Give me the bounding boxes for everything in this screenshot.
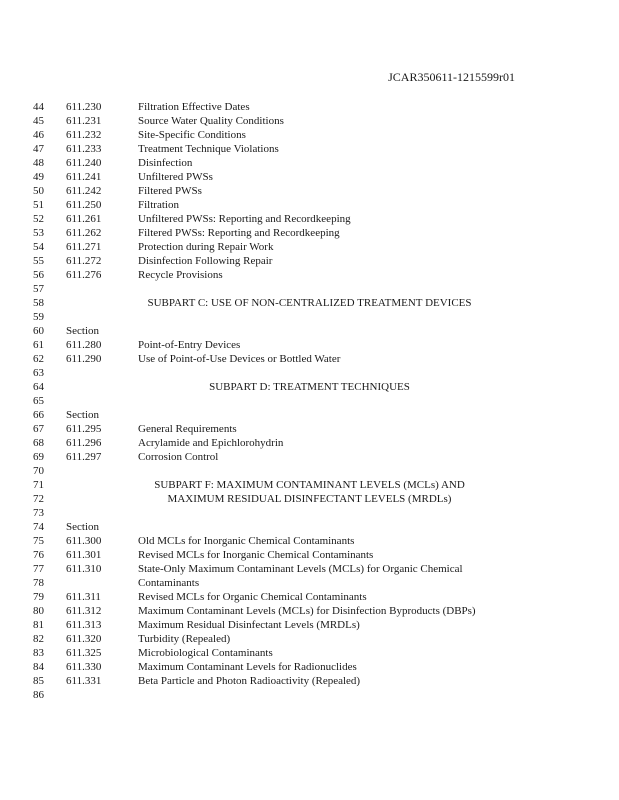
line-number: 79 [33, 591, 44, 603]
section-title: State-Only Maximum Contaminant Levels (MCLs) for Organic Chemical [138, 563, 463, 575]
line-number: 84 [33, 661, 44, 673]
document-line [0, 688, 619, 702]
line-number: 54 [33, 241, 44, 253]
section-title: Unfiltered PWSs [138, 171, 213, 183]
section-number: 611.312 [66, 605, 102, 617]
document-line [0, 240, 619, 254]
document-line [0, 478, 619, 492]
line-number: 78 [33, 577, 44, 589]
line-number: 83 [33, 647, 44, 659]
section-title: Filtration [138, 199, 179, 211]
line-number: 85 [33, 675, 44, 687]
line-number: 70 [33, 465, 44, 477]
section-number: 611.250 [66, 199, 102, 211]
section-title: Protection during Repair Work [138, 241, 274, 253]
line-number: 49 [33, 171, 44, 183]
document-line [0, 282, 619, 296]
line-number: 47 [33, 143, 44, 155]
document-line [0, 464, 619, 478]
section-number: 611.240 [66, 157, 102, 169]
line-number: 76 [33, 549, 44, 561]
line-number: 71 [33, 479, 44, 491]
document-line [0, 324, 619, 338]
line-number: 52 [33, 213, 44, 225]
section-title: Maximum Residual Disinfectant Levels (MRDLs) [138, 619, 360, 631]
document-line [0, 142, 619, 156]
document-line [0, 618, 619, 632]
section-title: Unfiltered PWSs: Reporting and Recordkeeping [138, 213, 351, 225]
section-title: Disinfection Following Repair [138, 255, 273, 267]
section-title: Recycle Provisions [138, 269, 223, 281]
line-number: 53 [33, 227, 44, 239]
section-title: Site-Specific Conditions [138, 129, 246, 141]
document-line [0, 212, 619, 226]
subpart-heading: MAXIMUM RESIDUAL DISINFECTANT LEVELS (MRDLs) [167, 493, 452, 505]
section-number: 611.296 [66, 437, 102, 449]
document-line [0, 632, 619, 646]
section-title: Disinfection [138, 157, 193, 169]
document-line [0, 548, 619, 562]
document-line [0, 660, 619, 674]
section-number: 611.271 [66, 241, 102, 253]
document-line [0, 394, 619, 408]
line-number: 56 [33, 269, 44, 281]
line-number: 55 [33, 255, 44, 267]
section-title: Turbidity (Repealed) [138, 633, 231, 645]
section-number: 611.325 [66, 647, 102, 659]
section-number: 611.262 [66, 227, 102, 239]
line-number: 86 [33, 689, 44, 701]
section-number: 611.276 [66, 269, 102, 281]
section-number: 611.331 [66, 675, 102, 687]
section-title: Filtered PWSs: Reporting and Recordkeeping [138, 227, 340, 239]
line-number: 45 [33, 115, 44, 127]
document-id: JCAR350611-1215599r01 [388, 70, 515, 84]
section-title: Maximum Contaminant Levels (MCLs) for Disinfection Byproducts (DBPs) [138, 605, 476, 617]
line-number: 67 [33, 423, 44, 435]
line-number: 82 [33, 633, 44, 645]
document-line [0, 646, 619, 660]
document-line [0, 506, 619, 520]
line-number: 51 [33, 199, 44, 211]
line-number: 46 [33, 129, 44, 141]
section-number: 611.231 [66, 115, 102, 127]
document-line [0, 674, 619, 688]
document-line [0, 100, 619, 114]
subpart-heading: SUBPART C: USE OF NON-CENTRALIZED TREATMENT DEVICES [147, 297, 472, 309]
document-line [0, 352, 619, 366]
line-number: 68 [33, 437, 44, 449]
section-title: Filtration Effective Dates [138, 101, 250, 113]
line-number: 77 [33, 563, 44, 575]
section-number: 611.313 [66, 619, 102, 631]
section-title: Point-of-Entry Devices [138, 339, 241, 351]
document-line [0, 436, 619, 450]
document-line [0, 450, 619, 464]
section-number: 611.310 [66, 563, 102, 575]
section-title: Revised MCLs for Inorganic Chemical Contaminants [138, 549, 374, 561]
document-line [0, 520, 619, 534]
section-number: 611.241 [66, 171, 102, 183]
section-number: 611.300 [66, 535, 102, 547]
document-line [0, 576, 619, 590]
document-line [0, 380, 619, 394]
document-line [0, 534, 619, 548]
section-number: 611.297 [66, 451, 102, 463]
subpart-heading: SUBPART D: TREATMENT TECHNIQUES [209, 381, 410, 393]
document-line [0, 562, 619, 576]
subpart-heading: SUBPART F: MAXIMUM CONTAMINANT LEVELS (MCLs) AND [154, 479, 465, 491]
line-number: 44 [33, 101, 44, 113]
line-number: 72 [33, 493, 44, 505]
section-number: 611.311 [66, 591, 101, 603]
section-number: 611.272 [66, 255, 102, 267]
line-number: 59 [33, 311, 44, 323]
line-number: 75 [33, 535, 44, 547]
line-number: 61 [33, 339, 44, 351]
line-number: 73 [33, 507, 44, 519]
section-column-heading: Section [66, 325, 99, 337]
numbered-lines [0, 100, 619, 702]
document-line [0, 590, 619, 604]
section-number: 611.330 [66, 661, 102, 673]
section-title: Treatment Technique Violations [138, 143, 279, 155]
section-title: Old MCLs for Inorganic Chemical Contaminants [138, 535, 355, 547]
document-line [0, 170, 619, 184]
line-number: 50 [33, 185, 44, 197]
line-number: 57 [33, 283, 44, 295]
document-line [0, 604, 619, 618]
section-title: Contaminants [138, 577, 200, 589]
line-number: 58 [33, 297, 44, 309]
document-line [0, 296, 619, 310]
section-number: 611.301 [66, 549, 102, 561]
section-number: 611.320 [66, 633, 102, 645]
section-number: 611.242 [66, 185, 102, 197]
section-title: Beta Particle and Photon Radioactivity (Repealed) [138, 675, 361, 687]
document-line [0, 408, 619, 422]
line-number: 69 [33, 451, 44, 463]
line-number: 64 [33, 381, 44, 393]
section-number: 611.230 [66, 101, 102, 113]
document-line [0, 338, 619, 352]
document-line [0, 268, 619, 282]
line-number: 60 [33, 325, 44, 337]
section-title: Corrosion Control [138, 451, 219, 463]
line-number: 80 [33, 605, 44, 617]
section-title: Acrylamide and Epichlorohydrin [138, 437, 284, 449]
line-number: 74 [33, 521, 44, 533]
section-title: General Requirements [138, 423, 237, 435]
section-title: Filtered PWSs [138, 185, 202, 197]
section-title: Use of Point-of-Use Devices or Bottled Water [138, 353, 341, 365]
section-title: Microbiological Contaminants [138, 647, 273, 659]
document-line [0, 128, 619, 142]
document-line [0, 422, 619, 436]
section-number: 611.290 [66, 353, 102, 365]
document-line [0, 254, 619, 268]
document-line [0, 198, 619, 212]
section-number: 611.233 [66, 143, 102, 155]
line-number: 66 [33, 409, 44, 421]
line-number: 63 [33, 367, 44, 379]
section-title: Maximum Contaminant Levels for Radionuclides [138, 661, 357, 673]
line-number: 81 [33, 619, 44, 631]
document-line [0, 366, 619, 380]
line-number: 62 [33, 353, 44, 365]
section-number: 611.280 [66, 339, 102, 351]
section-number: 611.295 [66, 423, 102, 435]
line-number: 65 [33, 395, 44, 407]
document-line [0, 184, 619, 198]
document-line [0, 310, 619, 324]
section-number: 611.232 [66, 129, 102, 141]
document-line [0, 226, 619, 240]
line-number: 48 [33, 157, 44, 169]
section-number: 611.261 [66, 213, 102, 225]
section-column-heading: Section [66, 521, 99, 533]
section-title: Revised MCLs for Organic Chemical Contaminants [138, 591, 367, 603]
section-title: Source Water Quality Conditions [138, 115, 284, 127]
document-line [0, 492, 619, 506]
section-column-heading: Section [66, 409, 99, 421]
document-line [0, 156, 619, 170]
document-line [0, 114, 619, 128]
